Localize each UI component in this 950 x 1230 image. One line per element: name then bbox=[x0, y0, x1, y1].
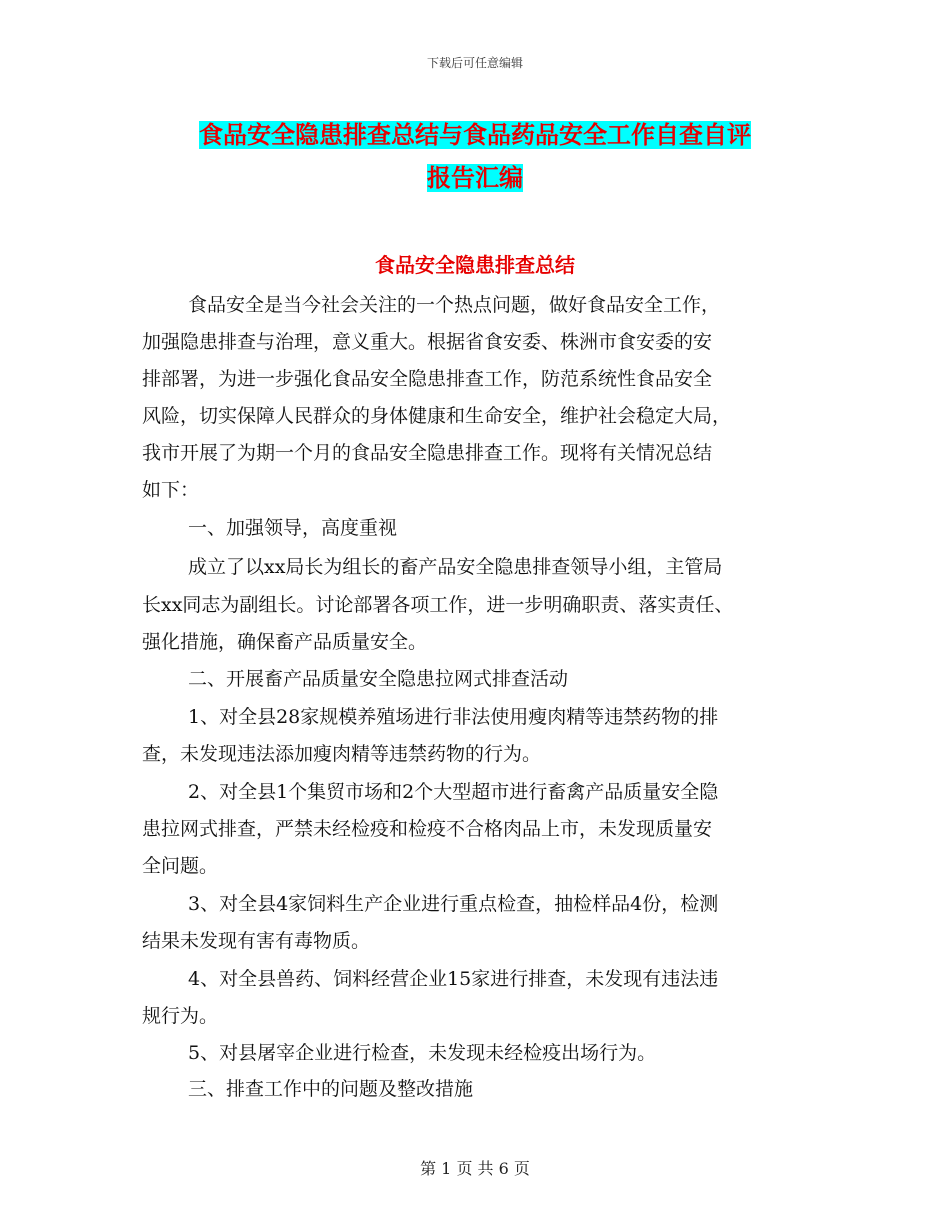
title-highlight-1: 食品安全隐患排查总结与食品药品安全工作自查自评 bbox=[199, 121, 751, 149]
document-title-line-2 bbox=[150, 158, 800, 193]
paragraph-line: 如下： bbox=[142, 479, 200, 501]
paragraph-line: 加强隐患排查与治理，意义重大。根据省食安委、株洲市食安委的安 bbox=[142, 331, 713, 353]
paragraph-line: 我市开展了为期一个月的食品安全隐患排查工作。现将有关情况总结 bbox=[142, 442, 713, 464]
header-note: 下载后可任意编辑 bbox=[426, 56, 523, 70]
paragraph-line: 全问题。 bbox=[142, 855, 219, 877]
list-item-1: 1、对全县28家规模养殖场进行非法使用瘦肉精等违禁药物的排 bbox=[188, 706, 719, 728]
paragraph-line: 成立了以xx局长为组长的畜产品安全隐患排查领导小组，主管局 bbox=[188, 556, 723, 578]
paragraph-line: 强化措施，确保畜产品质量安全。 bbox=[142, 631, 428, 653]
list-item-4: 4、对全县兽药、饲料经营企业15家进行排查，未发现有违法违 bbox=[188, 968, 719, 990]
title-highlight-2: 报告汇编 bbox=[427, 164, 523, 192]
list-item-2: 2、对全县1个集贸市场和2个大型超市进行畜禽产品质量安全隐 bbox=[188, 781, 719, 803]
paragraph-line: 长xx同志为副组长。讨论部署各项工作，进一步明确职责、落实责任、 bbox=[142, 594, 734, 616]
list-item-5: 5、对县屠宰企业进行检查，未发现未经检疫出场行为。 bbox=[188, 1042, 657, 1064]
section-heading-2: 二、开展畜产品质量安全隐患拉网式排查活动 bbox=[188, 668, 569, 690]
section-heading-1: 一、加强领导，高度重视 bbox=[188, 517, 398, 539]
section-heading-3: 三、排查工作中的问题及整改措施 bbox=[188, 1078, 474, 1100]
list-item-3: 3、对全县4家饲料生产企业进行重点检查，抽检样品4份，检测 bbox=[188, 893, 719, 915]
paragraph-line: 患拉网式排查，严禁未经检疫和检疫不合格肉品上市，未发现质量安 bbox=[142, 818, 713, 840]
paragraph-line: 结果未发现有害有毒物质。 bbox=[142, 930, 371, 952]
paragraph-line: 查，未发现违法添加瘦肉精等违禁药物的行为。 bbox=[142, 743, 542, 765]
paragraph-line: 规行为。 bbox=[142, 1005, 219, 1027]
document-title-line-1 bbox=[150, 115, 800, 150]
paragraph-line: 风险，切实保障人民群众的身体健康和生命安全，维护社会稳定大局， bbox=[142, 405, 732, 427]
page-footer: 第 1 页 共 6 页 bbox=[420, 1159, 530, 1178]
section-title: 食品安全隐患排查总结 bbox=[375, 253, 575, 277]
paragraph-line: 食品安全是当今社会关注的一个热点问题，做好食品安全工作， bbox=[188, 294, 721, 316]
paragraph-line: 排部署，为进一步强化食品安全隐患排查工作，防范系统性食品安全 bbox=[142, 368, 713, 390]
